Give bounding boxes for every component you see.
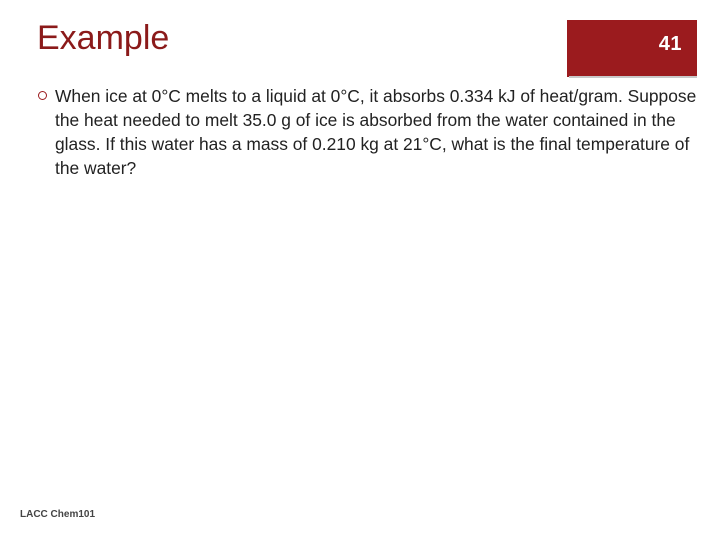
slide-title: Example [37,19,170,57]
bullet-list [37,84,713,180]
footer-label: LACC Chem101 [20,509,96,520]
slide-number-box [567,20,697,77]
slide-number-box-shadow [569,76,697,78]
bullet-item [37,84,713,180]
slide-number: 41 [658,33,682,55]
hollow-circle-bullet-icon [38,91,47,100]
bullet-text: When ice at 0°C melts to a liquid at 0°C, it absorbs 0.334 kJ of heat/gram. Suppose the heat needed to melt 35.0 g of ice is absorbed from the water contained in the glass. If this water has a mass of 0.210 kg at 21°C, what is the final temperature of the water? [55,86,697,178]
